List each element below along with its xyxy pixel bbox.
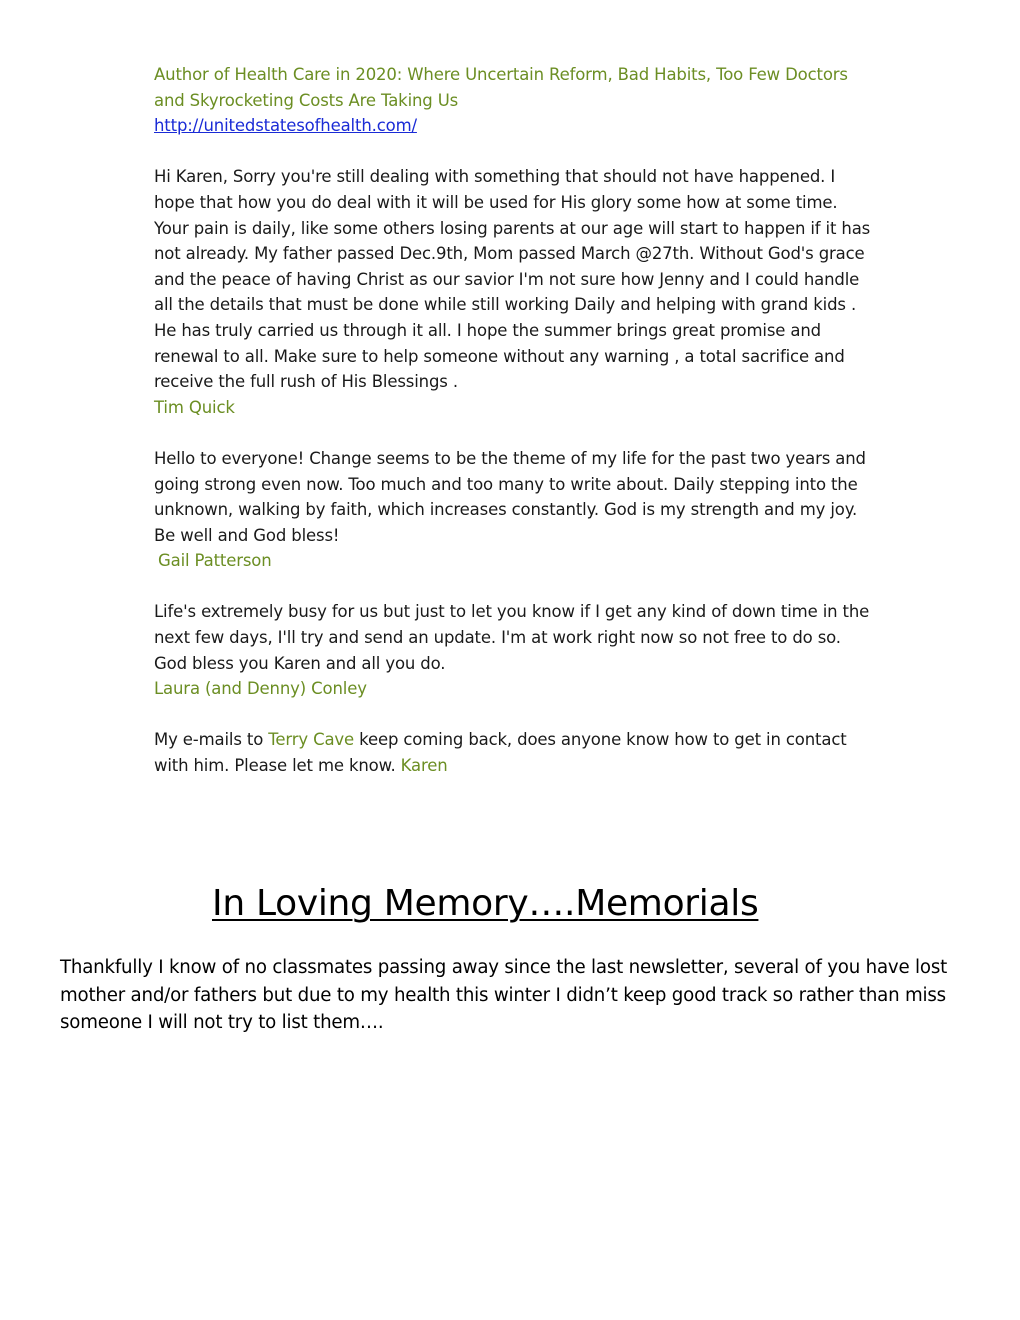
signature-tim-quick: Tim Quick xyxy=(154,397,235,417)
author-link-line xyxy=(154,113,874,139)
memorials-heading: In Loving Memory….Memorials xyxy=(212,883,759,924)
signature-laura-conley: Laura (and Denny) Conley xyxy=(154,679,367,699)
signature-karen: Karen xyxy=(400,756,448,776)
author-title: Author of Health Care in 2020: Where Uncertain Reform, Bad Habits, Too Few Doctors and Skyrocketing Costs Are Taking Us xyxy=(154,65,848,110)
message-body-tim: Hi Karen, Sorry you're still dealing with something that should not have happened. I hope that how you do deal with it will be used for His glory some how at some time. Your pain is daily, like some others losing parents at our age will start to happen if it has not already. My father passed Dec.9th, Mom passed March @27th. Without God's grace and the peace of having Christ as our savior I'm not sure how Jenny and I could handle all the details that must be done while still working Daily and helping with grand kids . He has truly carried us through it all. I hope the summer brings great promise and renewal to all. Make sure to help someone without any warning , a total sacrifice and receive the full rush of His Blessings . xyxy=(154,167,871,392)
memorials-body: Thankfully I know of no classmates passing away since the last newsletter, several of you have lost mother and/or fathers but due to my health this winter I didn’t keep good track so rather than miss someone I will not try to list them…. xyxy=(60,957,948,1034)
spacer xyxy=(154,420,874,446)
message-body-laura: Life's extremely busy for us but just to let you know if I get any kind of down time in the next few days, I'll try and send an update. I'm at work right now so not free to do so. God bless you Karen and all you do. xyxy=(154,602,870,673)
message-body-gail: Hello to everyone! Change seems to be the theme of my life for the past two years and going strong even now. Too much and too many to write about. Daily stepping into the unknown, walking by faith, which increases constantly. God is my strength and my joy. Be well and God bless! xyxy=(154,448,866,545)
spacer xyxy=(154,574,874,600)
final-note-part2: keep coming back, does anyone know how to get in contact with him. Please let me know. xyxy=(154,730,847,776)
signature-gail-patterson: Gail Patterson xyxy=(158,551,272,571)
final-note-name-terry-cave: Terry Cave xyxy=(268,730,355,750)
author-website-link[interactable]: http://unitedstatesofhealth.com/ xyxy=(154,116,417,136)
final-note-part1: My e-mails to xyxy=(154,730,269,750)
spacer xyxy=(154,139,874,165)
final-note xyxy=(154,727,874,778)
letters-section xyxy=(154,62,874,779)
spacer xyxy=(154,702,874,728)
